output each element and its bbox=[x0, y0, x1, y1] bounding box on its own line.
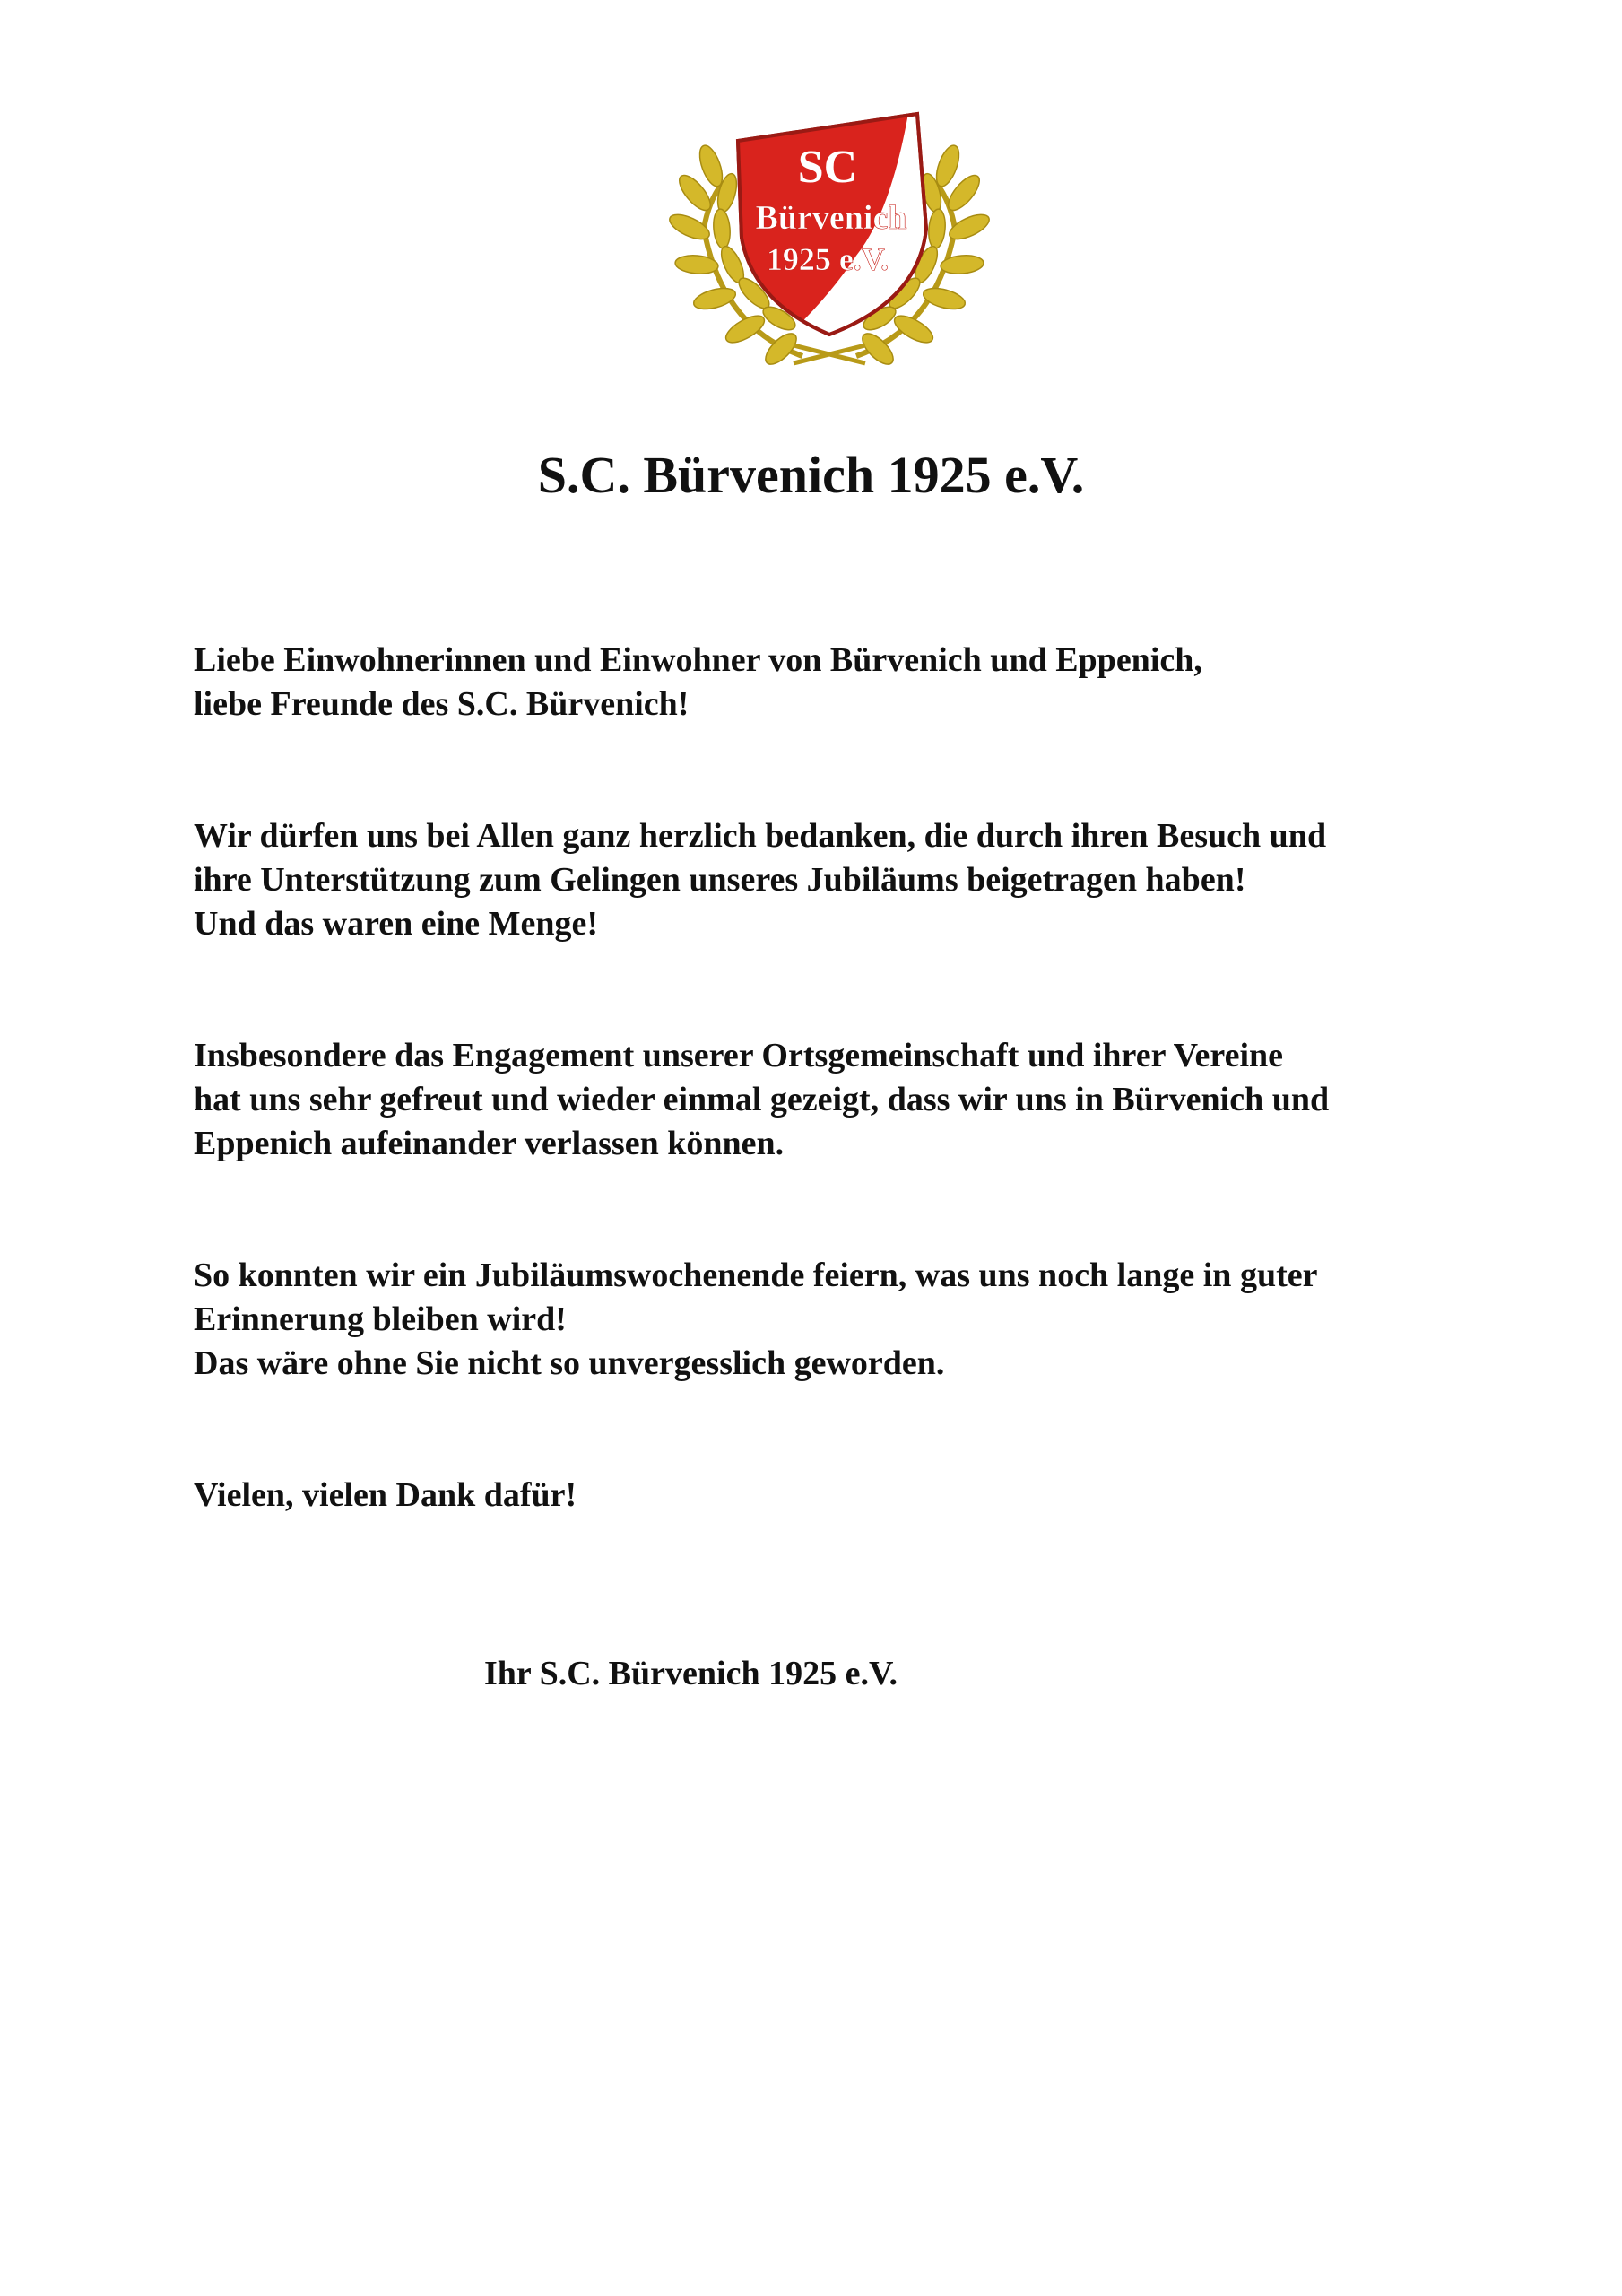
letter-body bbox=[194, 639, 1494, 1518]
text-line: Wir dürfen uns bei Allen ganz herzlich bedanken, die durch ihren Besuch und bbox=[194, 817, 1327, 855]
text-line: Eppenich aufeinander verlassen können. bbox=[194, 1125, 785, 1162]
paragraph-greeting bbox=[194, 639, 1494, 726]
logo-bottom-text: 1925 e.V. bbox=[766, 241, 889, 277]
paragraph-thanks bbox=[194, 814, 1494, 946]
text-line: hat uns sehr gefreut und wieder einmal gezeigt, dass wir uns in Bürvenich und bbox=[194, 1081, 1330, 1118]
text-line: Das wäre ohne Sie nicht so unvergesslich geworden. bbox=[194, 1344, 945, 1382]
text-line: ihre Unterstützung zum Gelingen unseres Jubiläums beigetragen haben! bbox=[194, 861, 1246, 899]
text-line: Insbesondere das Engagement unserer Ortsgemeinschaft und ihrer Vereine bbox=[194, 1037, 1283, 1074]
paragraph-weekend bbox=[194, 1254, 1494, 1386]
logo-middle-text: Bürvenich bbox=[755, 199, 907, 237]
club-crest-icon bbox=[668, 94, 991, 372]
text-line: Und das waren eine Menge! bbox=[194, 905, 599, 943]
laurel-stem-icon bbox=[794, 345, 865, 363]
text-line: So konnten wir ein Jubiläumswochenende feiern, was uns noch lange in guter bbox=[194, 1257, 1318, 1294]
text-line: Vielen, vielen Dank dafür! bbox=[194, 1476, 577, 1514]
signature: Ihr S.C. Bürvenich 1925 e.V. bbox=[484, 1655, 898, 1692]
text-line: Liebe Einwohnerinnen und Einwohner von Bürvenich und Eppenich, bbox=[194, 641, 1202, 679]
paragraph-engagement bbox=[194, 1034, 1494, 1166]
logo-top-text: SC bbox=[797, 142, 858, 193]
text-line: liebe Freunde des S.C. Bürvenich! bbox=[194, 685, 690, 723]
text-line: Erinnerung bleiben wird! bbox=[194, 1300, 567, 1338]
club-logo bbox=[668, 94, 991, 372]
paragraph-final bbox=[194, 1474, 1494, 1518]
document-title: S.C. Bürvenich 1925 e.V. bbox=[537, 446, 1085, 504]
